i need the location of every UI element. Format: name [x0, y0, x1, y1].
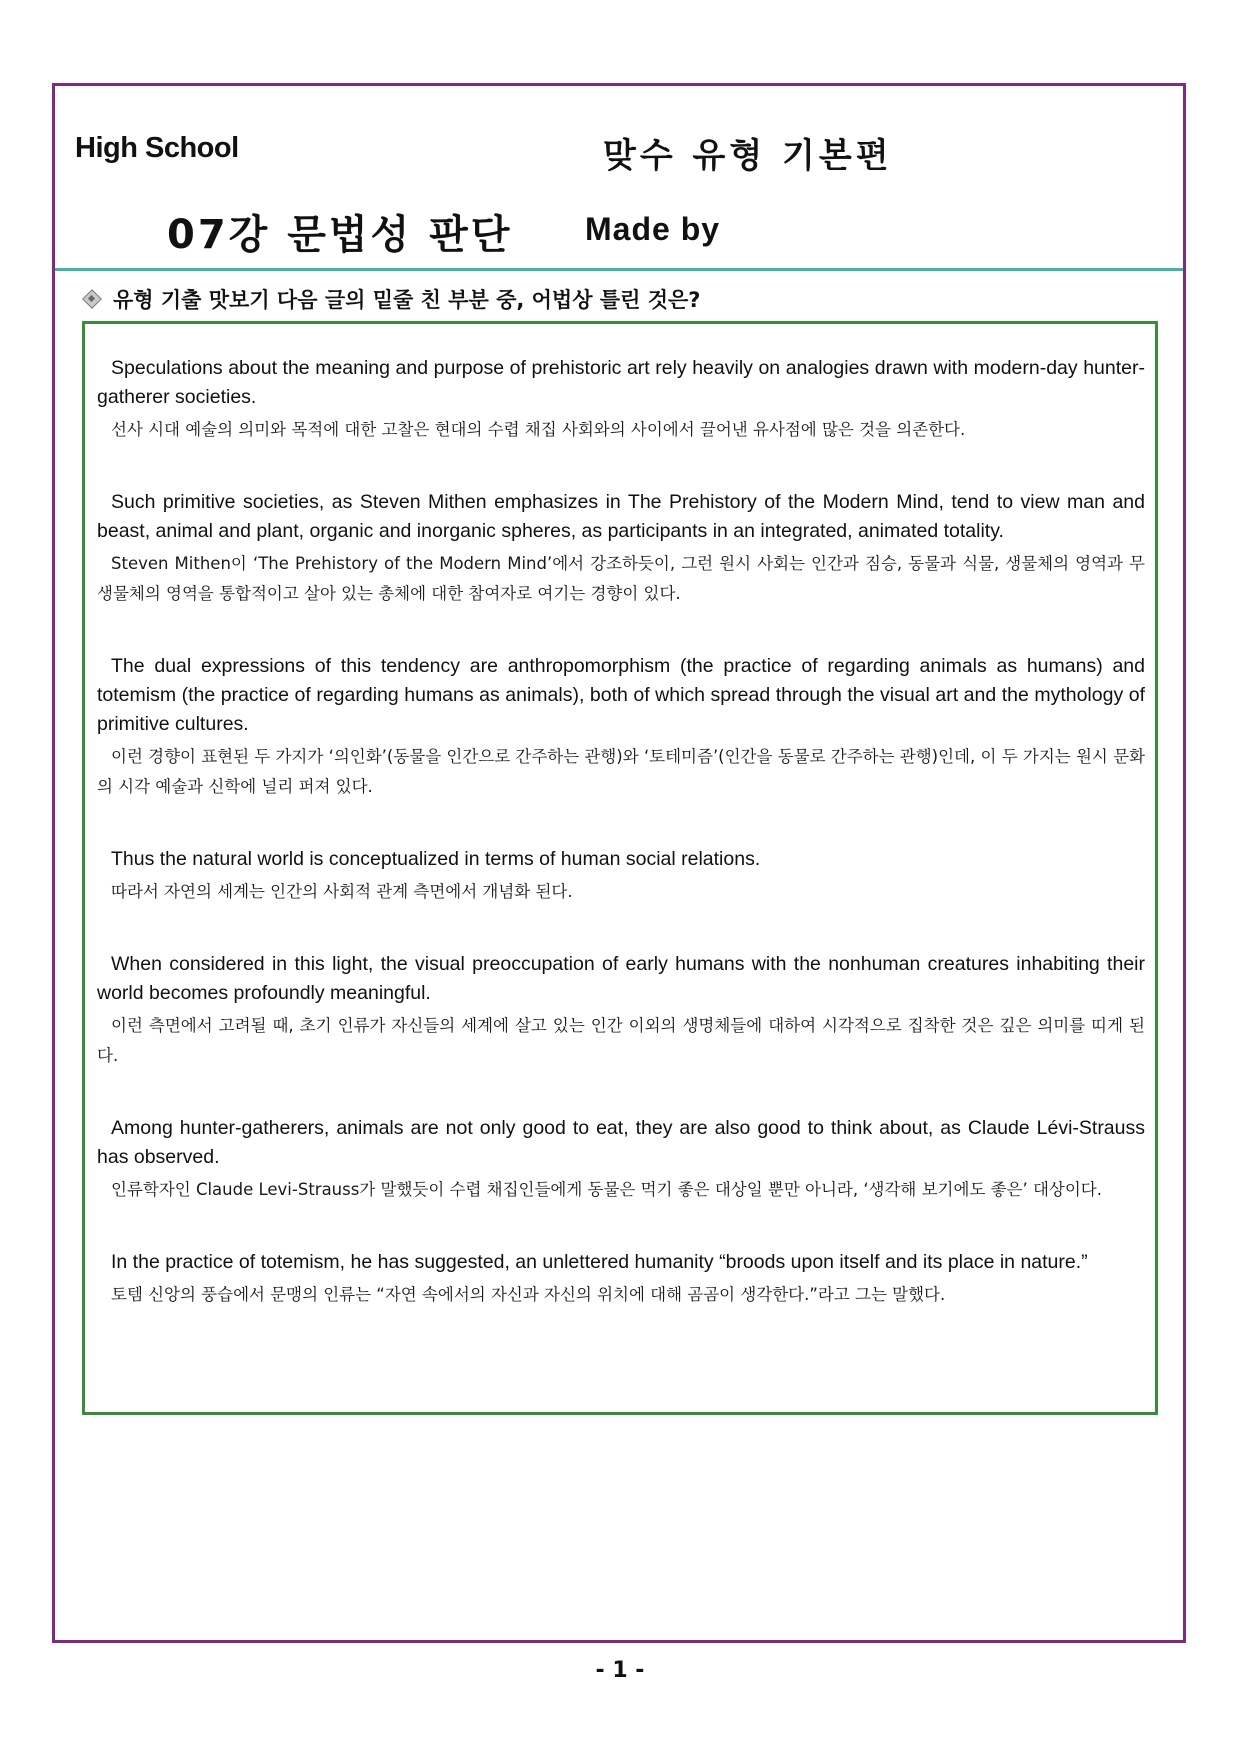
passage-pair [97, 652, 1145, 802]
korean-translation: 이런 측면에서 고려될 때, 초기 인류가 자신들의 세계에 살고 있는 인간 이외의 생명체들에 대하여 시각적으로 집착한 것은 깊은 의미를 띠게 된다. [97, 1016, 1145, 1065]
passage-pair [97, 950, 1145, 1071]
korean-translation: 선사 시대 예술의 의미와 목적에 대한 고찰은 현대의 수렵 채집 사회와의 사이에서 끌어낸 유사점에 많은 것을 의존한다. [111, 420, 966, 439]
page-number: - 1 - [595, 1658, 645, 1683]
passage-pair [97, 1248, 1145, 1310]
english-sentence: The dual expressions of this tendency are anthropomorphism (the practice of regarding animals as humans) and totemism (the practice of regarding humans as animals), both of which spread through the visual art and the mythology of primitive cultures. [97, 655, 1145, 735]
header-divider [55, 268, 1183, 271]
korean-translation: 따라서 자연의 세계는 인간의 사회적 관계 측면에서 개념화 된다. [111, 882, 573, 901]
korean-translation: 이런 경향이 표현된 두 가지가 ‘의인화’(동물을 인간으로 간주하는 관행)와 ‘토테미즘’(인간을 동물로 간주하는 관행)인데, 이 두 가지는 원시 문화의 시각 예술과 신학에 널리 퍼져 있다. [97, 747, 1145, 796]
english-sentence: Thus the natural world is conceptualized in terms of human social relations. [111, 848, 761, 870]
korean-translation: 인류학자인 Claude Levi-Strauss가 말했듯이 수렵 채집인들에게 동물은 먹기 좋은 대상일 뿐만 아니라, ‘생각해 보기에도 좋은’ 대상이다. [111, 1180, 1102, 1199]
english-sentence: In the practice of totemism, he has suggested, an unlettered humanity “broods upon itself and its place in nature.” [111, 1251, 1088, 1273]
passage-pair [97, 354, 1145, 445]
english-sentence: When considered in this light, the visual preoccupation of early humans with the nonhuman creatures inhabiting their world becomes profoundly meaningful. [97, 953, 1145, 1004]
diamond-bullet-icon [83, 290, 101, 308]
korean-translation: 토템 신앙의 풍습에서 문맹의 인류는 “자연 속에서의 자신과 자신의 위치에 대해 곰곰이 생각한다.”라고 그는 말했다. [111, 1285, 946, 1304]
level-label: High School [75, 132, 239, 164]
passage-pair [97, 1114, 1145, 1205]
passage-box [82, 321, 1158, 1415]
lesson-title: 07강 문법성 판단 [167, 212, 513, 258]
made-by-label: Made by [585, 211, 721, 247]
english-sentence: Speculations about the meaning and purpose of prehistoric art rely heavily on analogies drawn with modern-day hunter-gatherer societies. [97, 357, 1145, 408]
english-sentence: Such primitive societies, as Steven Mithen emphasizes in The Prehistory of the Modern Mind, tend to view man and beast, animal and plant, organic and inorganic spheres, as participants in an integrated, animated totality. [97, 491, 1145, 542]
passage-pair [97, 488, 1145, 609]
question-text: 유형 기출 맛보기 다음 글의 밑줄 친 부분 중, 어법상 틀린 것은? [113, 288, 701, 312]
series-title: 맞수 유형 기본편 [603, 136, 893, 176]
question-line [83, 284, 700, 314]
korean-translation: Steven Mithen이 ‘The Prehistory of the Modern Mind’에서 강조하듯이, 그런 원시 사회는 인간과 짐승, 동물과 식물, 생물체의 영역과 무생물체의 영역을 통합적이고 살아 있는 총체에 대한 참여자로 여기는 경향이 있다. [97, 554, 1145, 603]
passage-pair [97, 845, 1145, 907]
english-sentence: Among hunter-gatherers, animals are not only good to eat, they are also good to think about, as Claude Lévi-Strauss has observed. [97, 1117, 1145, 1168]
page-frame [52, 83, 1186, 1643]
